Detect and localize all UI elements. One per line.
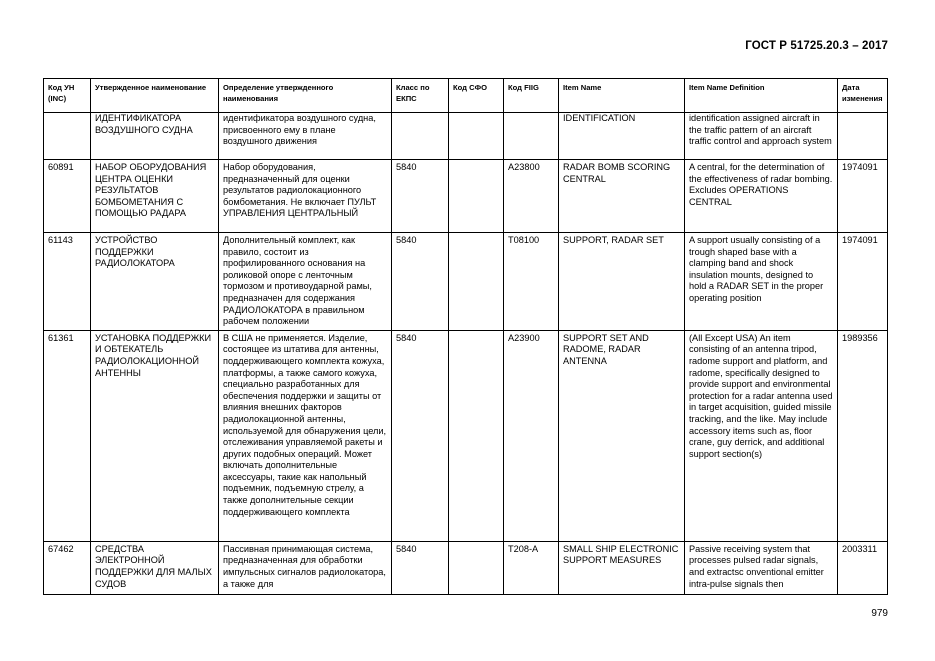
cell-name-definition: Дополнительный комплект, как правило, состоит из профилированного основания на роликовой опоре с ленточным тормозом и противоударной рамы, предназначен для содержания РАДИОЛОКАТОРА в правильном рабочем положении bbox=[219, 233, 392, 331]
cell-fiig bbox=[504, 113, 559, 160]
column-header-name-definition: Определение утвержденного наименования bbox=[219, 79, 392, 113]
cell-name-definition: Набор оборудования, предназначенный для оценки результатов радиолокационного бомбометания. Не включает ПУЛЬТ УПРАВЛЕНИЯ ЦЕНТРАЛЬНЫЙ bbox=[219, 160, 392, 233]
cell-fiig: T08100 bbox=[504, 233, 559, 331]
cell-fiig: A23800 bbox=[504, 160, 559, 233]
cell-item-name-definition: A support usually consisting of a trough shaped base with a clamping band and shock insulation mounts, designed to hold a RADAR SET in the proper operating position bbox=[685, 233, 838, 331]
table-row bbox=[44, 113, 888, 160]
cell-approved-name: ИДЕНТИФИКАТОРА ВОЗДУШНОГО СУДНА bbox=[91, 113, 219, 160]
cell-name-definition: В США не применяется. Изделие, состоящее из штатива для антенны, поддерживающего комплекта кожуха, платформы, а также самого кожуха, специально разработанных для обеспечения поддержки и защиты от влияния внешних факторов радиолокационной антенны, используемой для обнаружения цели, отслеживания управляемой ракеты и других подобных операций. Может включать дополнительные аксессуары, такие как напольный подъемник, подъемную стрелу, а также дополнительные секции поддерживающего комплекта bbox=[219, 330, 392, 541]
column-header-sfo: Код СФО bbox=[449, 79, 504, 113]
column-header-change-date: Дата изменения bbox=[838, 79, 888, 113]
cell-fiig: A23900 bbox=[504, 330, 559, 541]
column-header-inc: Код УН (INC) bbox=[44, 79, 91, 113]
registry-table bbox=[43, 78, 888, 595]
cell-class bbox=[392, 113, 449, 160]
cell-approved-name: СРЕДСТВА ЭЛЕКТРОННОЙ ПОДДЕРЖКИ ДЛЯ МАЛЫХ СУДОВ bbox=[91, 541, 219, 594]
cell-change-date: 2003311 bbox=[838, 541, 888, 594]
cell-class: 5840 bbox=[392, 330, 449, 541]
table-header bbox=[44, 79, 888, 113]
cell-fiig: T208-A bbox=[504, 541, 559, 594]
cell-item-name: IDENTIFICATION bbox=[559, 113, 685, 160]
document-title: ГОСТ Р 51725.20.3 – 2017 bbox=[745, 40, 888, 52]
cell-item-name-definition: (All Except USA) An item consisting of an antenna tripod, radome support and platform, and radome, specifically designed to provide support and environmental protection for a radar antenna used in target acquisition, guided missile tracking, and the like. May include accessory items such as, floor crane, guy derrick, and additional support section(s) bbox=[685, 330, 838, 541]
cell-item-name-definition: identification assigned aircraft in the traffic pattern of an aircraft traffic control and approach system bbox=[685, 113, 838, 160]
cell-sfo bbox=[449, 113, 504, 160]
cell-approved-name: УСТРОЙСТВО ПОДДЕРЖКИ РАДИОЛОКАТОРА bbox=[91, 233, 219, 331]
cell-change-date: 1974091 bbox=[838, 160, 888, 233]
cell-change-date: 1989356 bbox=[838, 330, 888, 541]
cell-approved-name: НАБОР ОБОРУДОВАНИЯ ЦЕНТРА ОЦЕНКИ РЕЗУЛЬТАТОВ БОМБОМЕТАНИЯ С ПОМОЩЬЮ РАДАРА bbox=[91, 160, 219, 233]
cell-item-name-definition: A central, for the determination of the effectiveness of radar bombing. Excludes OPERATIONS CENTRAL bbox=[685, 160, 838, 233]
cell-item-name-definition: Passive receiving system that processes pulsed radar signals, and extractsc onventional emitter intra-pulse signals then bbox=[685, 541, 838, 594]
table-row bbox=[44, 160, 888, 233]
table-row bbox=[44, 330, 888, 541]
cell-inc: 67462 bbox=[44, 541, 91, 594]
cell-change-date bbox=[838, 113, 888, 160]
column-header-fiig: Код FIIG bbox=[504, 79, 559, 113]
cell-item-name: SMALL SHIP ELECTRONIC SUPPORT MEASURES bbox=[559, 541, 685, 594]
cell-sfo bbox=[449, 541, 504, 594]
cell-class: 5840 bbox=[392, 160, 449, 233]
cell-name-definition: Пассивная принимающая система, предназначенная для обработки импульсных сигналов радиолокатора, а также для bbox=[219, 541, 392, 594]
cell-inc: 60891 bbox=[44, 160, 91, 233]
cell-class: 5840 bbox=[392, 233, 449, 331]
cell-sfo bbox=[449, 160, 504, 233]
cell-item-name: RADAR BOMB SCORING CENTRAL bbox=[559, 160, 685, 233]
cell-class: 5840 bbox=[392, 541, 449, 594]
cell-name-definition: идентификатора воздушного судна, присвоенного ему в плане воздушного движения bbox=[219, 113, 392, 160]
column-header-class: Класс по ЕКПС bbox=[392, 79, 449, 113]
page-number: 979 bbox=[871, 608, 888, 619]
cell-inc bbox=[44, 113, 91, 160]
column-header-item-name: Item Name bbox=[559, 79, 685, 113]
table-body bbox=[44, 113, 888, 595]
cell-sfo bbox=[449, 233, 504, 331]
cell-sfo bbox=[449, 330, 504, 541]
column-header-item-name-definition: Item Name Definition bbox=[685, 79, 838, 113]
column-header-approved-name: Утвержденное наименование bbox=[91, 79, 219, 113]
cell-inc: 61361 bbox=[44, 330, 91, 541]
cell-approved-name: УСТАНОВКА ПОДДЕРЖКИ И ОБТЕКАТЕЛЬ РАДИОЛОКАЦИОННОЙ АНТЕННЫ bbox=[91, 330, 219, 541]
table-row bbox=[44, 541, 888, 594]
cell-item-name: SUPPORT, RADAR SET bbox=[559, 233, 685, 331]
cell-change-date: 1974091 bbox=[838, 233, 888, 331]
cell-inc: 61143 bbox=[44, 233, 91, 331]
table-row bbox=[44, 233, 888, 331]
header-row bbox=[44, 79, 888, 113]
cell-item-name: SUPPORT SET AND RADOME, RADAR ANTENNA bbox=[559, 330, 685, 541]
